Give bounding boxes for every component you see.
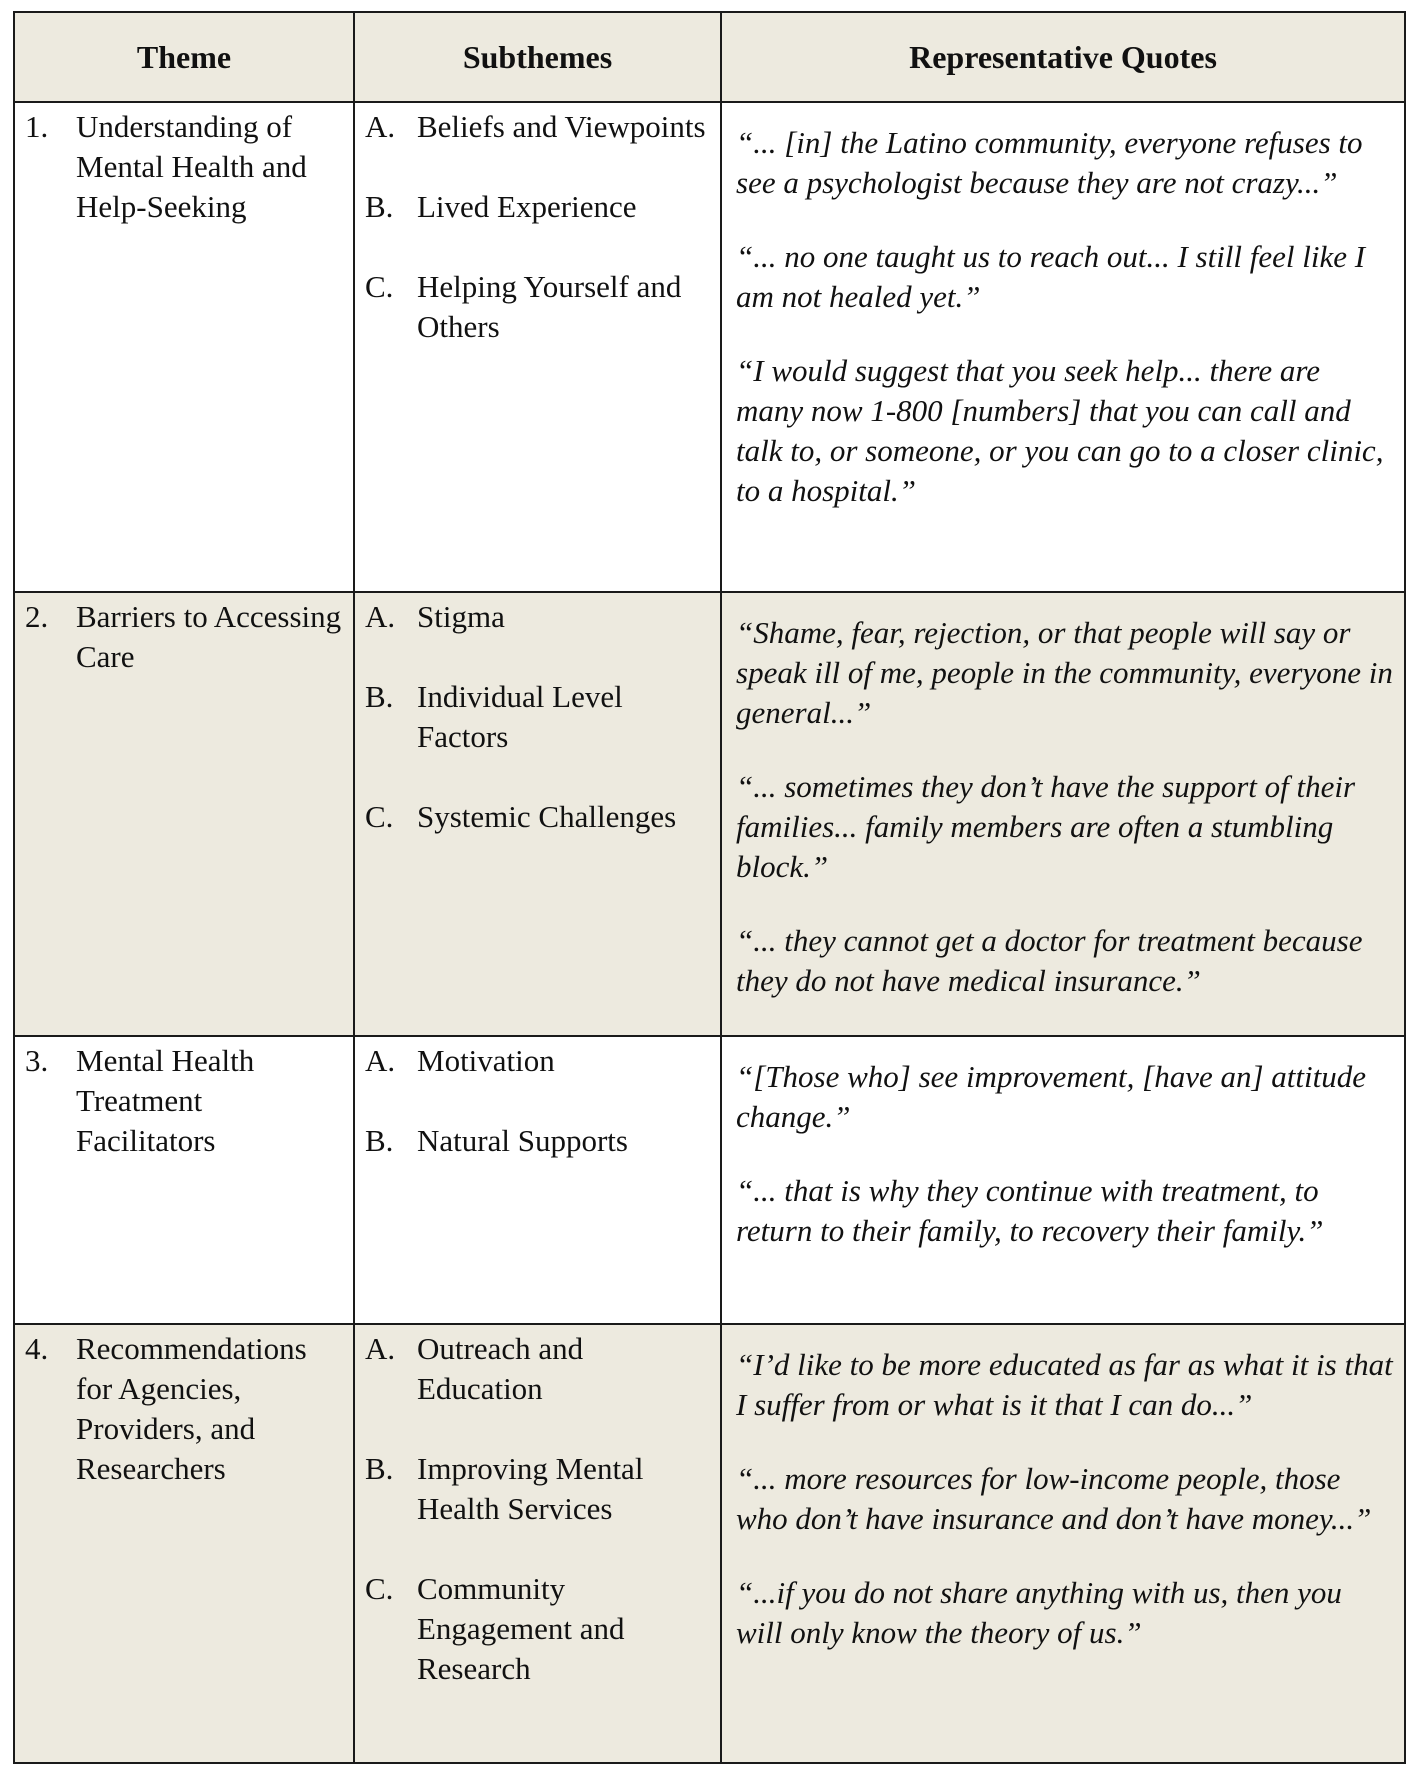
subtheme-letter: A. (365, 599, 396, 634)
theme-number: 3. (25, 1043, 49, 1078)
quote-text: “... more resources for low-income people, those who don’t have insurance and don’t have money...” (736, 1461, 1372, 1536)
table-row (14, 1324, 1405, 1763)
themes-table (13, 11, 1406, 1764)
subtheme-item (365, 597, 714, 637)
table-row (14, 592, 1405, 1036)
subtheme-letter: B. (365, 679, 394, 714)
subtheme-item (365, 1041, 714, 1081)
header-quotes: Representative Quotes (721, 12, 1405, 102)
subtheme-letter: B. (365, 189, 394, 224)
subtheme-item (365, 1121, 714, 1161)
table-row (14, 102, 1405, 592)
theme-label: Understanding of Mental Health and Help-Seeking (76, 109, 307, 224)
header-theme: Theme (14, 12, 354, 102)
quote-text: “... that is why they continue with treatment, to return to their family, to recovery their family.” (736, 1173, 1324, 1248)
quote-text: “Shame, fear, rejection, or that people will say or speak ill of me, people in the community, everyone in general...” (736, 615, 1393, 730)
subtheme-item (365, 677, 714, 757)
theme-cell (14, 1036, 354, 1324)
subtheme-label: Helping Yourself and Others (417, 269, 682, 344)
subtheme-letter: C. (365, 799, 394, 834)
subtheme-item (365, 797, 714, 837)
quote-text: “I’d like to be more educated as far as what it is that I suffer from or what is it that I can do...” (736, 1347, 1393, 1422)
subtheme-label: Motivation (417, 1043, 555, 1078)
quote-text: “[Those who] see improvement, [have an] attitude change.” (736, 1059, 1366, 1134)
subtheme-item (365, 187, 714, 227)
subthemes-cell (354, 1036, 721, 1324)
subtheme-letter: C. (365, 269, 394, 304)
theme-label: Barriers to Accessing Care (76, 599, 342, 674)
subtheme-item (365, 1449, 714, 1529)
quote-text: “... [in] the Latino community, everyone refuses to see a psychologist because they are not crazy...” (736, 125, 1363, 200)
subtheme-label: Stigma (417, 599, 505, 634)
quotes-cell (721, 1324, 1405, 1763)
quotes-cell (721, 1036, 1405, 1324)
subtheme-label: Improving Mental Health Services (417, 1451, 644, 1526)
quotes-cell (721, 592, 1405, 1036)
subtheme-label: Individual Level Factors (417, 679, 623, 754)
subtheme-label: Lived Experience (417, 189, 637, 224)
quote-text: “... no one taught us to reach out... I still feel like I am not healed yet.” (736, 239, 1366, 314)
quote-text: “... sometimes they don’t have the support of their families... family members are often a stumbling block.” (736, 769, 1356, 884)
subtheme-letter: B. (365, 1123, 394, 1158)
subthemes-cell (354, 102, 721, 592)
table-row (14, 1036, 1405, 1324)
subtheme-item (365, 1569, 714, 1689)
quote-text: “... they cannot get a doctor for treatment because they do not have medical insurance.” (736, 923, 1363, 998)
theme-cell (14, 592, 354, 1036)
subtheme-letter: C. (365, 1571, 394, 1606)
subtheme-letter: B. (365, 1451, 394, 1486)
subtheme-item (365, 1329, 714, 1409)
header-subthemes: Subthemes (354, 12, 721, 102)
subtheme-label: Community Engagement and Research (417, 1571, 625, 1686)
quotes-cell (721, 102, 1405, 592)
theme-cell (14, 1324, 354, 1763)
theme-number: 1. (25, 109, 49, 144)
subtheme-item (365, 107, 714, 147)
subtheme-label: Systemic Challenges (417, 799, 677, 834)
theme-number: 4. (25, 1331, 49, 1366)
subthemes-cell (354, 592, 721, 1036)
subtheme-letter: A. (365, 1331, 396, 1366)
theme-cell (14, 102, 354, 592)
themes-table-container (13, 11, 1404, 1764)
subtheme-label: Outreach and Education (417, 1331, 584, 1406)
header-row (14, 12, 1405, 102)
quote-text: “...if you do not share anything with us, then you will only know the theory of us.” (736, 1575, 1342, 1650)
quote-text: “I would suggest that you seek help... there are many now 1-800 [numbers] that you can call and talk to, or someone, or you can go to a closer clinic, to a hospital.” (736, 353, 1384, 508)
theme-number: 2. (25, 599, 49, 634)
subtheme-letter: A. (365, 109, 396, 144)
subtheme-label: Natural Supports (417, 1123, 628, 1158)
theme-label: Mental Health Treatment Facilitators (76, 1043, 255, 1158)
subtheme-item (365, 267, 714, 347)
subtheme-letter: A. (365, 1043, 396, 1078)
theme-label: Recommendations for Agencies, Providers, and Researchers (76, 1331, 307, 1486)
subthemes-cell (354, 1324, 721, 1763)
subtheme-label: Beliefs and Viewpoints (417, 109, 706, 144)
